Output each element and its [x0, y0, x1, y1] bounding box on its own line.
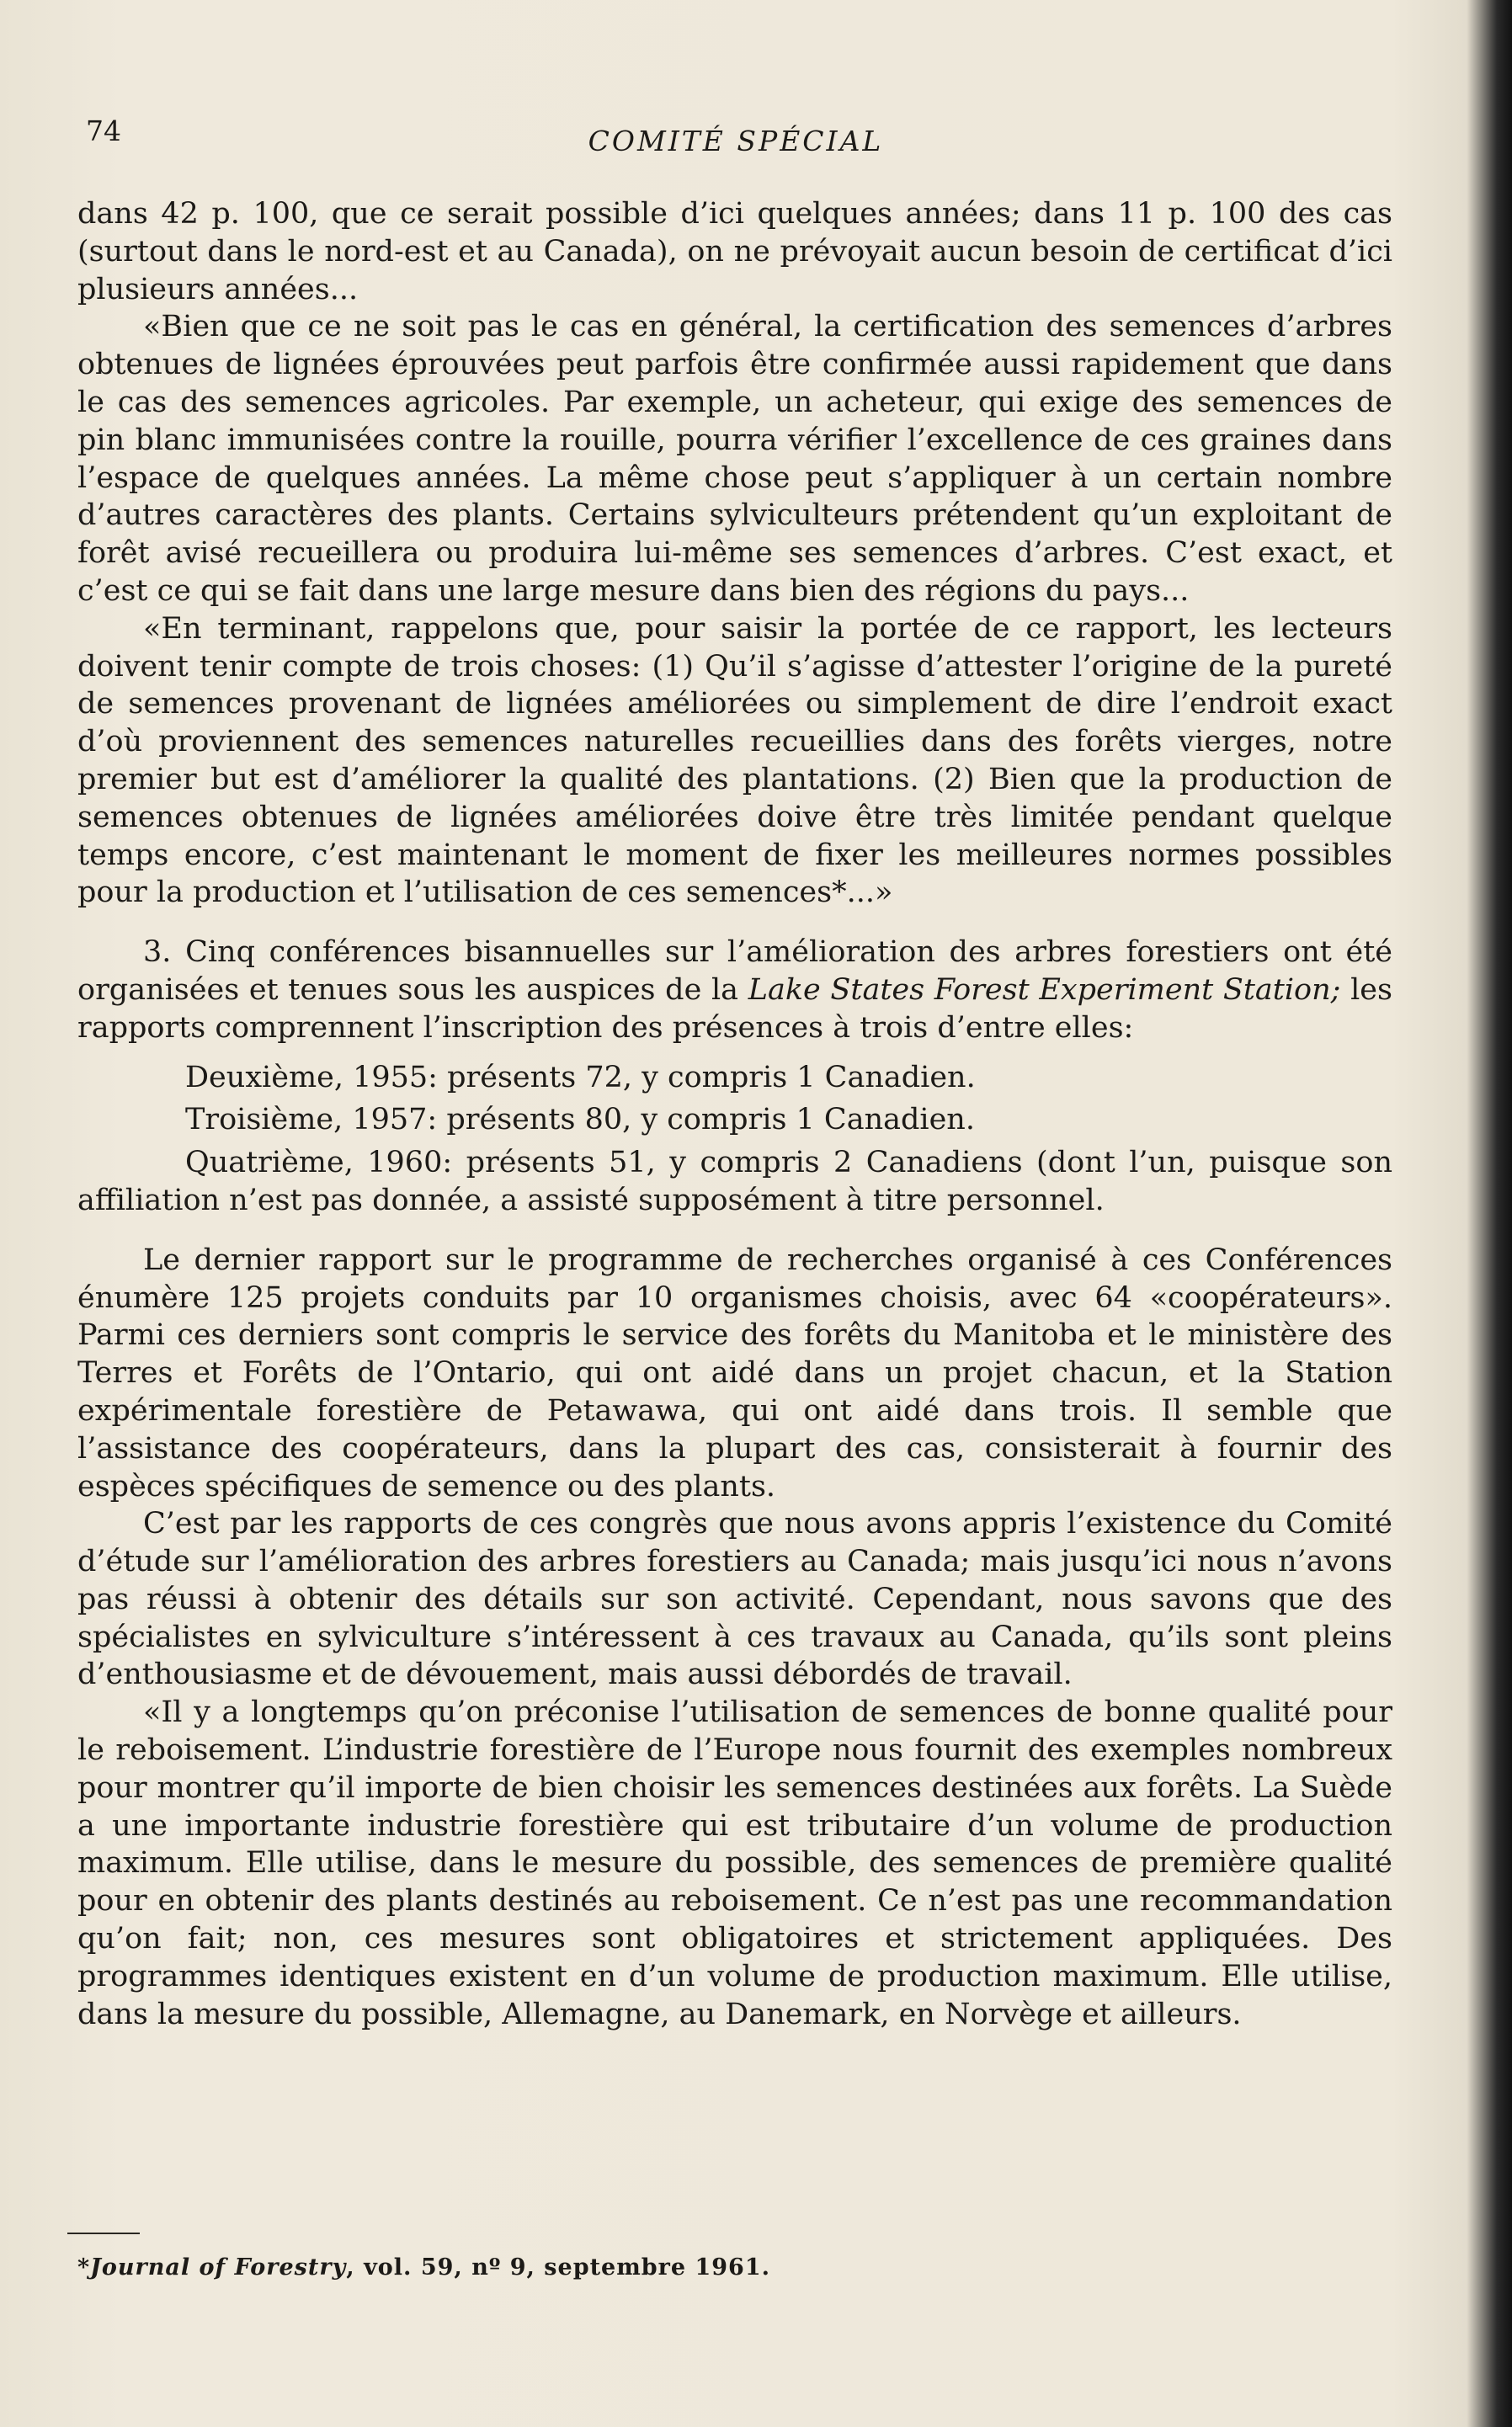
page-header [77, 114, 1394, 165]
paragraph-conclusion: «En terminant, rappelons que, pour saisir la portée de ce rapport, les lecteurs doivent tenir compte de trois choses: (1) Qu’il s’agisse d’attester l’origine de la pureté de semences provenant de lignées améliorées ou simplement de dire l’endroit exact d’où proviennent des semences naturelles recueillies dans des forêts vierges, notre premier but est d’améliorer la qualité des plantations. (2) Bien que la production de semences obtenues de lignées améliorées doive être très limitée pendant quelque temps encore, c’est maintenant le moment de fixer les meilleures normes possibles pour la production et l’utilisation de ces semences*...» [77, 611, 1392, 910]
paragraph-quote-europe: «Il y a longtemps qu’on préconise l’utilisation de semences de bonne qualité pour le reboisement. L’industrie forestière de l’Europe nous fournit des exemples nombreux pour montrer qu’il importe de bien choisir les semences destinées aux forêts. La Suède a une importante industrie forestière qui est tributaire d’un volume de production maximum. Elle utilise, dans le mesure du possible, des semences de première qualité pour en obtenir des plants destinés au reboisement. Ce n’est pas une recommandation qu’on fait; non, ces mesures sont obligatoires et strictement appliquées. Des programmes identiques existent en d’un volume de production maximum. Elle utilise, dans la mesure du possible, Allemagne, au Danemark, en Norvège et ailleurs. [77, 1695, 1392, 2031]
item3-tail: les rapports comprennent l’inscription des présences à trois d’entre elles: [77, 972, 1392, 1045]
paragraph-continuation: dans 42 p. 100, que ce serait possible d’ici quelques années; dans 11 p. 100 des cas (surtout dans le nord-est et au Canada), on ne prévoyait aucun besoin de certificat d’ici plusieurs années... [77, 197, 1392, 306]
paragraph-certification: «Bien que ce ne soit pas le cas en général, la certification des semences d’arbres obtenues de lignées éprouvées peut parfois être confirmée aussi rapidement que dans le cas des semences agricoles. Par exemple, un acheteur, qui exige des semences de pin blanc immunisées contre la rouille, pourra vérifier l’excellence de ces graines dans l’espace de quelques années. La même chose peut s’appliquer à un certain nombre d’autres caractères des plants. Certains sylviculteurs prétendent qu’un exploitant de forêt avisé recueillera ou produira lui-même ses semences d’arbres. C’est exact, et c’est ce qui se fait dans une large mesure dans bien des régions du pays... [77, 310, 1392, 608]
footnote-details: , vol. 59, nº 9, septembre 1961. [346, 2254, 771, 2281]
item3-station-name: Lake States Forest Experiment Station; [748, 972, 1341, 1007]
footnote-journal: Journal of Forestry [90, 2254, 347, 2281]
body-text [77, 195, 1392, 2033]
running-title: COMITÉ SPÉCIAL [588, 125, 884, 157]
footnote-divider [67, 2233, 140, 2234]
footnote [77, 2254, 770, 2281]
item3-lead: 3. Cinq conférences bisannuelles sur l’amélioration des arbres forestiers ont été organisées et tenues sous les auspices de la [77, 935, 1392, 1007]
paragraph-committee: C’est par les rapports de ces congrès que nous avons appris l’existence du Comité d’étude sur l’amélioration des arbres forestiers au Canada; mais jusqu’ici nous n’avons pas réussi à obtenir des détails sur son activité. Cependant, nous savons que des spécialistes en sylviculture s’intéressent à ces travaux au Canada, qu’ils sont pleins d’enthousiasme et de dévouement, mais aussi débordés de travail. [77, 1507, 1392, 1692]
footnote-marker: * [77, 2254, 91, 2281]
attendance-entry: Deuxième, 1955: présents 72, y compris 1 Canadien. [185, 1060, 976, 1094]
paragraph-research-program: Le dernier rapport sur le programme de recherches organisé à ces Conférences énumère 125 projets conduits par 10 organismes choisis, avec 64 «coopérateurs». Parmi ces derniers sont compris le service des forêts du Manitoba et le ministère des Terres et Forêts de l’Ontario, qui ont aidé dans un projet chacun, et la Station expérimentale forestière de Petawawa, qui ont aidé dans trois. Il semble que l’assistance des coopérateurs, dans la plupart des cas, consisterait à fournir des espèces spécifiques de semence ou des plants. [77, 1243, 1392, 1504]
attendance-entry: Troisième, 1957: présents 80, y compris 1 Canadien. [185, 1103, 975, 1137]
attendance-list [77, 1059, 1392, 1220]
attendance-entry: Quatrième, 1960: présents 51, y compris 2 Canadiens (dont l’un, puisque son affiliation n’est pas donnée, a assisté supposément à titre personnel. [77, 1146, 1392, 1217]
paragraph-item-3 [77, 934, 1392, 1046]
page-number: 74 [86, 114, 121, 147]
